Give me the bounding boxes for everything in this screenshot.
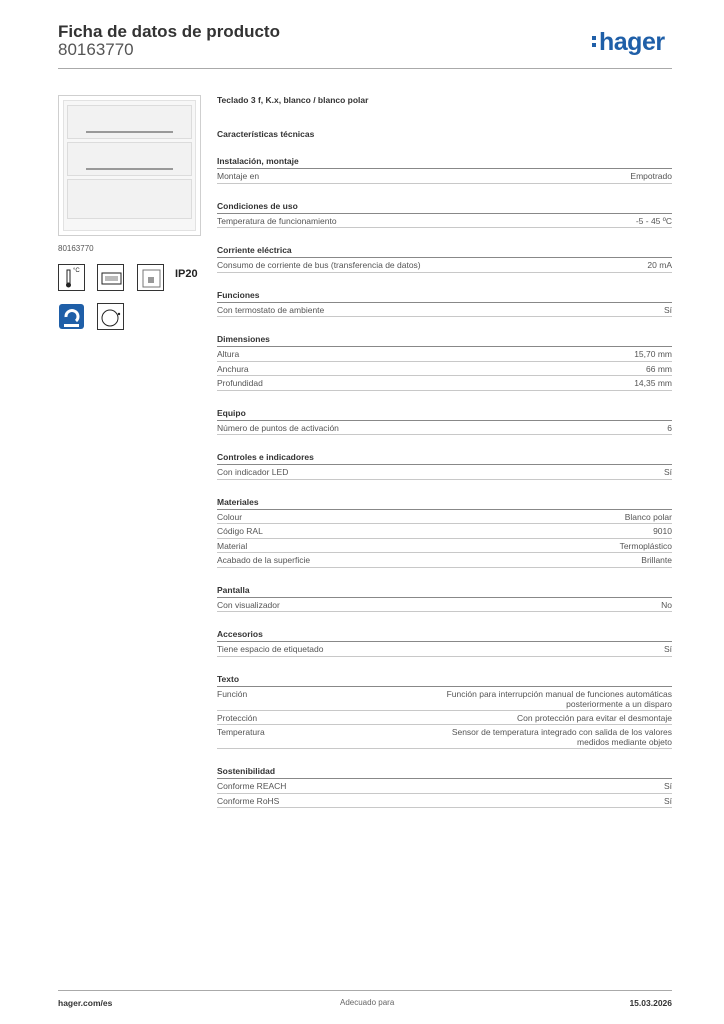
spec-key: Número de puntos de activación: [217, 422, 339, 433]
spec-key: Anchura: [217, 363, 249, 374]
logo-text: hager: [599, 28, 665, 56]
spec-key: Temperatura: [217, 727, 265, 737]
rotary-dial-icon: [97, 303, 124, 330]
section-title: Texto: [217, 674, 672, 687]
footer-site: hager.com/es: [58, 998, 113, 1008]
spec-row: [217, 362, 672, 377]
spec-section: [217, 452, 672, 480]
spec-section: [217, 245, 672, 273]
section-title: Materiales: [217, 497, 672, 510]
led-strip: [86, 168, 173, 170]
ip20-badge: IP20: [175, 268, 198, 280]
spec-row: [217, 376, 672, 391]
section-title: Controles e indicadores: [217, 452, 672, 465]
spec-content: [217, 94, 672, 808]
spec-section: [217, 497, 672, 568]
keypad-rocker: [67, 142, 192, 176]
section-title: Equipo: [217, 408, 672, 421]
spec-value: Con protección para evitar el desmontaje: [517, 712, 672, 723]
spec-sections: [217, 156, 672, 808]
spec-row: [217, 779, 672, 794]
item-title: Teclado 3 f, K.x, blanco / blanco polar: [217, 95, 369, 105]
spec-section: [217, 629, 672, 657]
spec-value: 14,35 mm: [634, 378, 672, 388]
spec-key: Consumo de corriente de bus (transferencia de datos): [217, 260, 421, 270]
footer-date: 15.03.2026: [629, 998, 672, 1008]
spec-row: [217, 465, 672, 480]
spec-row: [217, 510, 672, 525]
spec-section: [217, 334, 672, 391]
spec-value: Empotrado: [630, 171, 672, 181]
spec-section: [217, 290, 672, 318]
logo-dots-icon: [592, 36, 597, 50]
spec-value: Termoplástico: [619, 540, 672, 551]
spec-row: [217, 725, 672, 749]
section-title: Condiciones de uso: [217, 201, 672, 214]
section-title: Instalación, montaje: [217, 156, 672, 169]
spec-row: [217, 347, 672, 362]
keypad-body: [63, 100, 196, 231]
spec-key: Con visualizador: [217, 599, 280, 610]
spec-row: [217, 642, 672, 657]
spec-value: Sí: [663, 644, 672, 654]
spec-key: Conforme RoHS: [217, 795, 280, 806]
section-title: Dimensiones: [217, 334, 672, 347]
thermometer-icon: [58, 264, 85, 291]
spec-value: Función para interrupción manual de funciones automáticas posteriormente a un disparo: [446, 688, 672, 709]
spec-row: [217, 524, 672, 539]
wall-mount-icon: [137, 264, 164, 291]
spec-row: [217, 553, 672, 568]
footer-suitable-for: Adecuado para: [340, 998, 395, 1007]
section-title: Pantalla: [217, 585, 672, 598]
spec-key: Conforme REACH: [217, 781, 287, 791]
spec-row: [217, 711, 672, 726]
spec-section: [217, 674, 672, 750]
led-strip: [86, 131, 173, 133]
spec-value: Sí: [663, 781, 672, 791]
spec-value: 9010: [653, 526, 672, 536]
spec-key: Código RAL: [217, 526, 263, 536]
spec-value: -5 - 45 ºC: [635, 215, 672, 226]
section-title: Funciones: [217, 290, 672, 303]
spec-section: [217, 766, 672, 808]
product-image: [58, 95, 201, 236]
hager-logo: [592, 28, 665, 57]
spec-key: Protección: [217, 712, 258, 723]
spec-value: Brillante: [641, 555, 672, 565]
spec-section: [217, 156, 672, 184]
celsius-label: °C: [73, 268, 80, 274]
tech-characteristics-title: Características técnicas: [217, 129, 315, 139]
spec-section: [217, 201, 672, 229]
keypad-rocker: [67, 179, 192, 219]
spec-row: [217, 258, 672, 273]
knx-eco-icon: [58, 303, 85, 330]
spec-value: No: [661, 599, 672, 610]
product-id-label: 80163770: [58, 244, 94, 253]
spec-row: [217, 421, 672, 436]
spec-key: Material: [217, 540, 248, 551]
keypad-rocker: [67, 105, 192, 139]
spec-key: Tiene espacio de etiquetado: [217, 644, 324, 654]
section-title: Sostenibilidad: [217, 766, 672, 779]
section-title: Accesorios: [217, 629, 672, 642]
spec-key: Colour: [217, 511, 243, 522]
spec-value: Sí: [663, 795, 672, 806]
spec-key: Acabado de la superficie: [217, 555, 311, 565]
page-title: Ficha de datos de producto: [58, 22, 280, 41]
spec-value: 6: [667, 422, 672, 433]
spec-value: 15,70 mm: [634, 349, 672, 359]
display-keypad-icon: [97, 264, 124, 291]
spec-key: Función: [217, 688, 248, 699]
spec-value: Sensor de temperatura integrado con salida de los valores medidos mediante objeto: [451, 727, 672, 747]
spec-key: Montaje en: [217, 171, 260, 181]
spec-key: Profundidad: [217, 378, 263, 388]
spec-value: 66 mm: [646, 363, 672, 374]
spec-section: [217, 585, 672, 613]
spec-section: [217, 408, 672, 436]
footer-divider: [58, 990, 672, 991]
spec-row: [217, 303, 672, 318]
spec-row: [217, 169, 672, 184]
spec-row: [217, 794, 672, 809]
section-title: Corriente eléctrica: [217, 245, 672, 258]
spec-key: Temperatura de funcionamiento: [217, 215, 337, 226]
spec-row: [217, 214, 672, 229]
spec-key: Con termostato de ambiente: [217, 304, 325, 315]
spec-key: Altura: [217, 349, 240, 359]
spec-row: [217, 687, 672, 711]
spec-value: Sí: [663, 467, 672, 477]
spec-key: Con indicador LED: [217, 467, 289, 477]
spec-row: [217, 598, 672, 613]
spec-value: 20 mA: [647, 260, 672, 270]
product-code: 80163770: [58, 40, 134, 59]
header-divider: [58, 68, 672, 69]
spec-value: Blanco polar: [624, 511, 672, 522]
spec-row: [217, 539, 672, 554]
spec-value: Sí: [663, 304, 672, 315]
